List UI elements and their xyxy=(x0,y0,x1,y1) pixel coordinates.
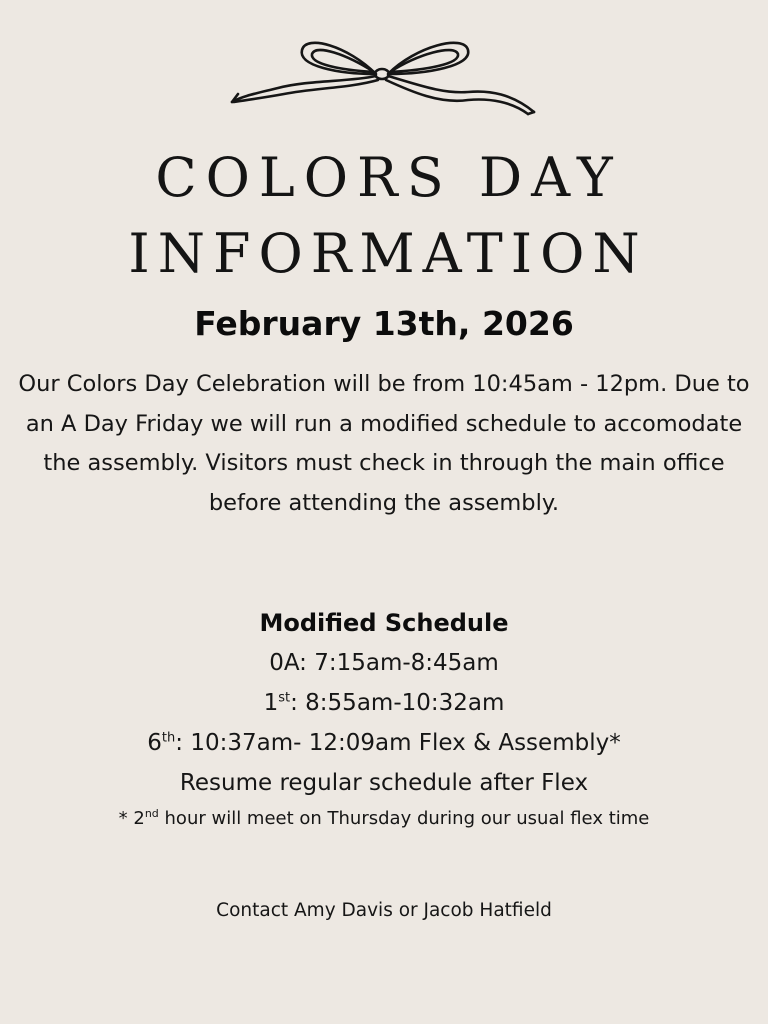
period-number: 6 xyxy=(147,730,162,756)
schedule-line-0a: 0A: 7:15am-8:45am xyxy=(269,650,499,676)
ribbon-bow-icon xyxy=(228,36,540,118)
contact-line: Contact Amy Davis or Jacob Hatfield xyxy=(216,900,552,921)
ordinal-suffix: st xyxy=(278,690,291,706)
intro-paragraph: Our Colors Day Celebration will be from 10:45am - 12pm. Due to an A Day Friday we will run a modified schedule to accomodate the assembly. Visitors must check in through the main office before attending the assembly. xyxy=(18,371,750,516)
period-time: : 8:55am-10:32am xyxy=(290,690,505,716)
event-date: February 13th, 2026 xyxy=(194,304,574,343)
schedule-heading: Modified Schedule xyxy=(259,609,509,637)
period-time: : 10:37am- 12:09am Flex & Assembly* xyxy=(175,730,621,756)
modified-schedule xyxy=(0,603,768,835)
footnote-text: hour will meet on Thursday during our usual flex time xyxy=(158,808,650,829)
footnote xyxy=(0,803,768,835)
schedule-line-6th xyxy=(0,723,768,763)
period-number: 1 xyxy=(263,690,279,716)
title-line-2: INFORMATION xyxy=(128,222,648,285)
footnote-prefix: * 2 xyxy=(118,808,145,829)
footnote-suffix: nd xyxy=(144,807,159,820)
title-line-1: COLORS DAY xyxy=(155,146,622,209)
schedule-line-1st xyxy=(0,683,768,723)
resume-note: Resume regular schedule after Flex xyxy=(179,770,589,796)
ordinal-suffix: th xyxy=(161,730,176,746)
